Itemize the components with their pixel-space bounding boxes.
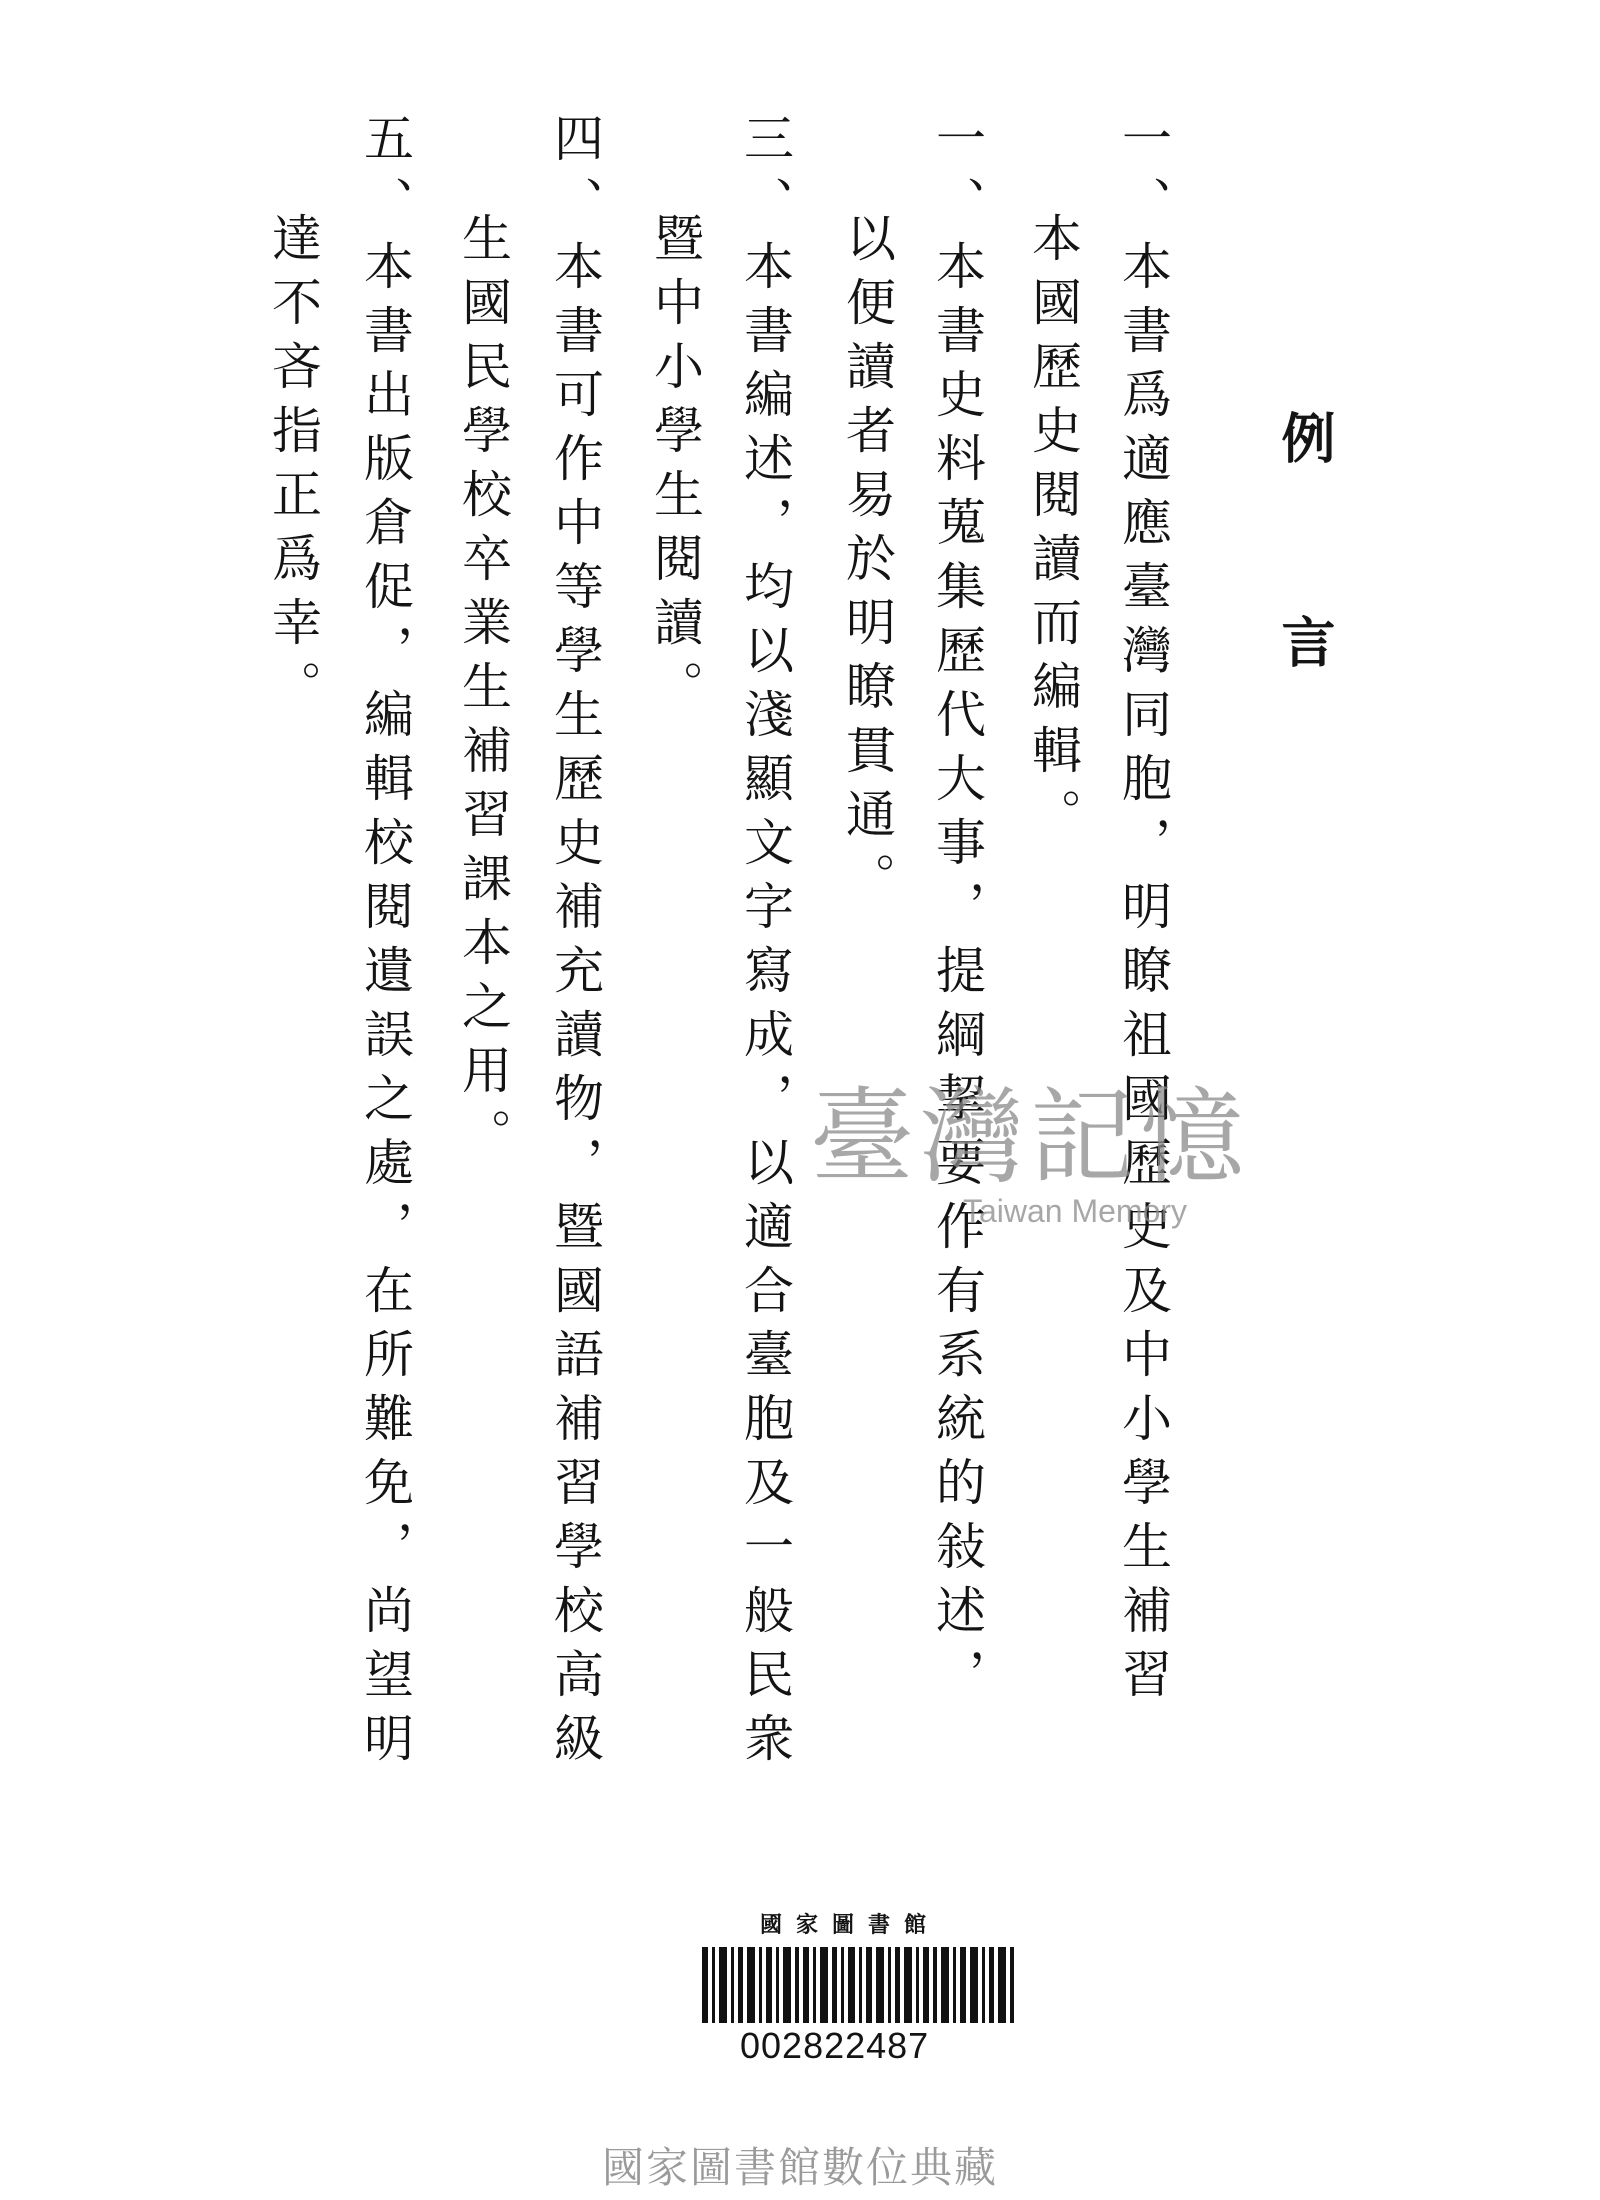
item-4-line-2: 生國民學校卒業生補習課本之用。 xyxy=(454,212,512,1172)
item-1-line-1: 一、本書爲適應臺灣同胞，明瞭祖國歷史及中小學生補習 xyxy=(1114,112,1172,1712)
title-char-1: 例 xyxy=(1273,410,1337,464)
library-stamp-label: 國家圖書館 xyxy=(759,1912,940,1938)
item-2-line-1: 一、本書史料蒐集歷代大事，提綱挈要作有系統的敍述， xyxy=(928,112,986,1712)
item-5-line-1: 五、本書出版倉促，編輯校閱遺誤之處，在所難免，尚望明 xyxy=(356,112,414,1776)
watermark-english: Taiwan Memory xyxy=(962,1193,1188,1229)
title-char-2: 言 xyxy=(1273,614,1337,668)
footer-collection-label: 國家圖書館數位典藏 xyxy=(601,2143,998,2192)
barcode-number: 002822487 xyxy=(740,2025,930,2066)
item-2-line-2: 以便讀者易於明瞭貫通。 xyxy=(838,212,896,916)
taiwan-memory-watermark xyxy=(800,1076,1260,1230)
item-3-line-1: 三、本書編述，均以淺顯文字寫成，以適合臺胞及一般民衆 xyxy=(736,112,794,1776)
page-title xyxy=(1273,410,1337,668)
item-5-line-2: 達不吝指正爲幸。 xyxy=(264,212,322,724)
watermark-chinese: 臺灣記憶 xyxy=(809,1076,1250,1198)
item-1-line-2: 本國歷史閱讀而編輯。 xyxy=(1024,212,1082,852)
item-4-line-1: 四、本書可作中等學生歷史補充讀物，暨國語補習學校高級 xyxy=(546,112,604,1776)
item-3-line-2: 暨中小學生閱讀。 xyxy=(646,212,704,724)
barcode xyxy=(700,1945,1016,2025)
